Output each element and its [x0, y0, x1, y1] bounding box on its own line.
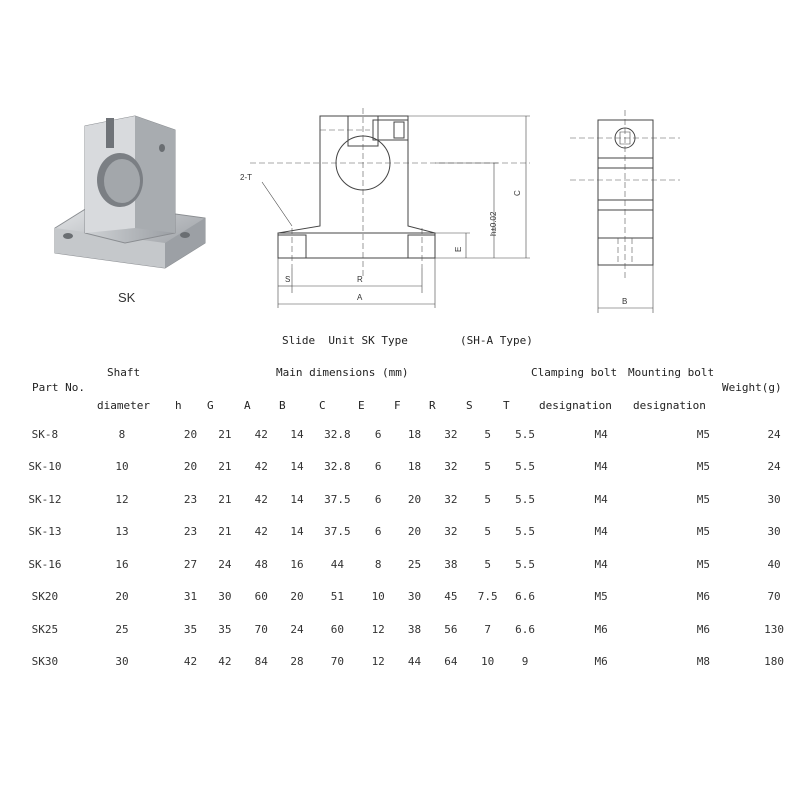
- table-row: [20, 613, 800, 646]
- cell-part-no: SK-13: [28, 525, 62, 539]
- cell-weight: 40: [767, 557, 781, 571]
- cell-clamping-bolt: M4: [594, 525, 608, 539]
- cell-s: 5: [484, 492, 491, 506]
- cell-t: 6.6: [515, 590, 535, 604]
- cell-shaft-diameter: 16: [115, 557, 129, 571]
- cell-g: 21: [218, 492, 232, 506]
- header-col-f: F: [394, 399, 401, 412]
- cell-b: 16: [290, 557, 304, 571]
- label-a: A: [357, 293, 363, 302]
- cell-c: 32.8: [324, 460, 351, 474]
- cell-weight: 130: [764, 622, 784, 636]
- cell-clamping-bolt: M4: [594, 557, 608, 571]
- cell-g: 21: [218, 460, 232, 474]
- cell-c: 70: [330, 655, 344, 669]
- cell-weight: 70: [767, 590, 781, 604]
- cell-a: 48: [254, 557, 268, 571]
- cell-e: 12: [371, 655, 385, 669]
- cell-g: 21: [218, 525, 232, 539]
- label-s: S: [285, 275, 291, 284]
- label-r: R: [357, 275, 363, 284]
- label-h: h±0.02: [489, 211, 498, 236]
- header-main-dimensions: Main dimensions (mm): [276, 366, 409, 379]
- cell-r: 38: [444, 557, 458, 571]
- cell-mounting-bolt: M6: [696, 590, 711, 604]
- cell-b: 14: [290, 427, 304, 441]
- cell-g: 42: [218, 655, 232, 669]
- cell-weight: 180: [764, 655, 784, 669]
- cell-f: 44: [407, 655, 422, 669]
- cell-s: 5: [484, 525, 491, 539]
- cell-clamping-bolt: M4: [594, 460, 608, 474]
- cell-t: 9: [521, 655, 529, 669]
- cell-g: 21: [218, 427, 232, 441]
- cell-f: 18: [407, 427, 422, 441]
- cell-clamping-bolt: M4: [594, 427, 608, 441]
- cell-clamping-bolt: M6: [594, 655, 608, 669]
- cell-e: 8: [374, 557, 382, 571]
- table-row: [20, 646, 800, 679]
- side-view-drawing: [570, 108, 680, 318]
- cell-g: 30: [218, 590, 232, 604]
- cell-f: 25: [407, 557, 422, 571]
- cell-e: 6: [374, 427, 382, 441]
- cell-c: 37.5: [324, 492, 351, 506]
- cell-r: 32: [444, 525, 458, 539]
- cell-h: 42: [183, 655, 198, 669]
- header-diameter: diameter: [97, 399, 150, 412]
- cell-part-no: SK-10: [28, 460, 62, 474]
- cell-mounting-bolt: M5: [696, 525, 711, 539]
- header-col-t: T: [503, 399, 510, 412]
- cell-b: 14: [290, 460, 304, 474]
- header-col-b: B: [279, 399, 286, 412]
- spec-table: [20, 418, 800, 678]
- cell-e: 6: [374, 460, 382, 474]
- cell-e: 6: [374, 525, 382, 539]
- cell-s: 10: [481, 655, 495, 669]
- cell-h: 31: [183, 590, 198, 604]
- header-col-g: G: [207, 399, 214, 412]
- cell-b: 14: [290, 492, 304, 506]
- cell-part-no: SK20: [31, 590, 59, 604]
- cell-c: 44: [330, 557, 344, 571]
- cell-s: 7: [484, 622, 491, 636]
- cell-shaft-diameter: 8: [118, 427, 126, 441]
- cell-c: 32.8: [324, 427, 351, 441]
- cell-r: 45: [444, 590, 458, 604]
- cell-t: 5.5: [515, 492, 535, 506]
- header-part-no: Part No.: [32, 381, 85, 394]
- cell-s: 5: [484, 427, 491, 441]
- cell-a: 42: [254, 427, 268, 441]
- drawing-type: (SH-A Type): [460, 334, 533, 347]
- cell-a: 70: [254, 622, 268, 636]
- header-clamping-bolt: Clamping bolt: [531, 366, 618, 379]
- cell-clamping-bolt: M5: [594, 590, 608, 604]
- cell-b: 14: [290, 525, 304, 539]
- header-mounting-designation: designation: [633, 399, 706, 412]
- drawing-title: Slide Unit SK Type: [282, 334, 408, 347]
- cell-a: 42: [254, 525, 268, 539]
- cell-part-no: SK25: [31, 622, 59, 636]
- cell-t: 6.6: [515, 622, 535, 636]
- header-weight: Weight(g): [722, 381, 782, 394]
- cell-mounting-bolt: M6: [696, 622, 711, 636]
- cell-shaft-diameter: 12: [115, 492, 129, 506]
- cell-a: 42: [254, 492, 268, 506]
- cell-weight: 24: [767, 460, 781, 474]
- cell-c: 37.5: [324, 525, 351, 539]
- cell-shaft-diameter: 25: [115, 622, 129, 636]
- cell-f: 30: [407, 590, 422, 604]
- cell-r: 32: [444, 492, 458, 506]
- cell-s: 7.5: [477, 590, 498, 604]
- table-row: [20, 516, 800, 549]
- front-view-drawing: [230, 108, 540, 318]
- cell-s: 5: [484, 460, 491, 474]
- cell-clamping-bolt: M6: [594, 622, 608, 636]
- cell-h: 20: [183, 427, 198, 441]
- header-col-e: E: [358, 399, 365, 412]
- cell-h: 35: [183, 622, 198, 636]
- table-row: [20, 483, 800, 516]
- cell-weight: 30: [767, 492, 781, 506]
- cell-b: 20: [290, 590, 304, 604]
- cell-mounting-bolt: M8: [696, 655, 711, 669]
- cell-mounting-bolt: M5: [696, 557, 711, 571]
- cell-r: 32: [444, 427, 458, 441]
- cell-mounting-bolt: M5: [696, 427, 711, 441]
- table-row: [20, 451, 800, 484]
- cell-weight: 30: [767, 525, 781, 539]
- label-c: C: [513, 190, 522, 196]
- header-col-s: S: [466, 399, 473, 412]
- table-row: [20, 548, 800, 581]
- cell-t: 5.5: [515, 460, 535, 474]
- cell-g: 24: [218, 557, 232, 571]
- cell-shaft-diameter: 10: [115, 460, 129, 474]
- cell-h: 20: [183, 460, 198, 474]
- cell-mounting-bolt: M5: [696, 460, 711, 474]
- cell-part-no: SK-16: [28, 557, 62, 571]
- cell-c: 51: [330, 590, 344, 604]
- table-row: [20, 418, 800, 451]
- header-col-r: R: [429, 399, 436, 412]
- cell-e: 12: [371, 622, 385, 636]
- cell-r: 64: [444, 655, 458, 669]
- cell-b: 24: [290, 622, 304, 636]
- cell-shaft-diameter: 20: [115, 590, 129, 604]
- cell-c: 60: [330, 622, 344, 636]
- cell-b: 28: [290, 655, 304, 669]
- table-row: [20, 581, 800, 614]
- cell-mounting-bolt: M5: [696, 492, 711, 506]
- cell-a: 60: [254, 590, 268, 604]
- label-e: E: [454, 246, 463, 252]
- cell-shaft-diameter: 13: [115, 525, 129, 539]
- cell-f: 20: [407, 525, 422, 539]
- cell-t: 5.5: [515, 427, 535, 441]
- label-2t: 2-T: [240, 173, 252, 182]
- product-photo: [50, 108, 210, 278]
- cell-r: 32: [444, 460, 458, 474]
- cell-h: 27: [183, 557, 198, 571]
- photo-label: SK: [118, 290, 136, 305]
- cell-g: 35: [218, 622, 232, 636]
- cell-e: 10: [371, 590, 385, 604]
- cell-t: 5.5: [515, 557, 535, 571]
- cell-f: 38: [407, 622, 422, 636]
- header-shaft: Shaft: [107, 366, 141, 379]
- cell-f: 20: [407, 492, 422, 506]
- cell-part-no: SK30: [31, 655, 59, 669]
- cell-h: 23: [183, 525, 198, 539]
- cell-s: 5: [484, 557, 491, 571]
- header-mounting-bolt: Mounting bolt: [628, 366, 715, 379]
- cell-a: 84: [254, 655, 268, 669]
- cell-part-no: SK-12: [28, 492, 62, 506]
- cell-part-no: SK-8: [31, 427, 59, 441]
- cell-shaft-diameter: 30: [115, 655, 129, 669]
- label-b: B: [622, 297, 628, 306]
- cell-weight: 24: [767, 427, 781, 441]
- cell-r: 56: [444, 622, 458, 636]
- cell-clamping-bolt: M4: [594, 492, 608, 506]
- header-col-h: h: [175, 399, 182, 412]
- header-col-c: C: [319, 399, 326, 412]
- cell-e: 6: [374, 492, 382, 506]
- cell-a: 42: [254, 460, 268, 474]
- header-clamping-designation: designation: [539, 399, 612, 412]
- cell-h: 23: [183, 492, 198, 506]
- cell-f: 18: [407, 460, 422, 474]
- cell-t: 5.5: [515, 525, 535, 539]
- header-col-a: A: [244, 399, 251, 412]
